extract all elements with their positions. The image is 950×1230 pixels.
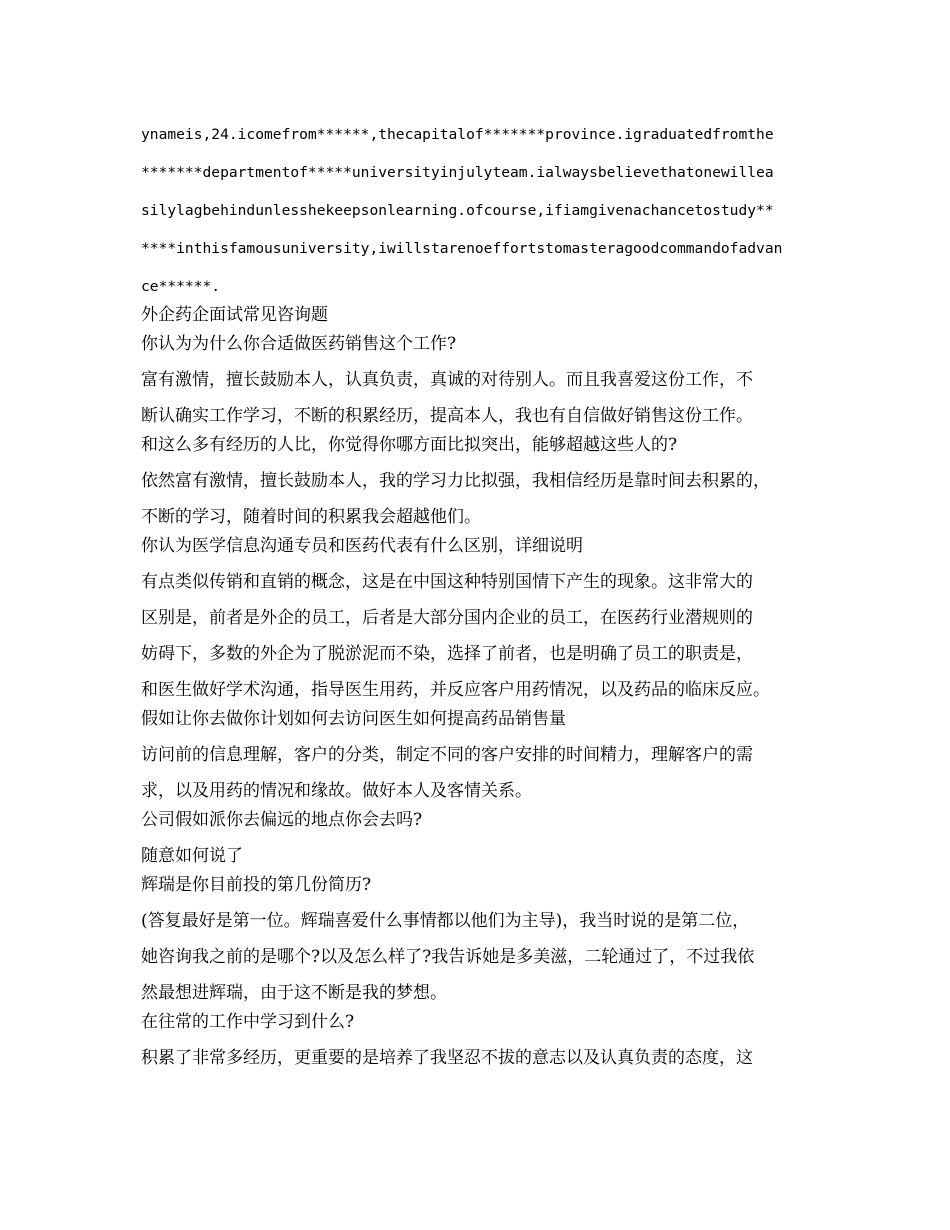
question-line: 假如让你去做你计划如何去访问医生如何提高药品销售量: [141, 709, 566, 729]
question-line: 和这么多有经历的人比，你觉得你哪方面比拟突出，能够超越这些人的?: [141, 435, 678, 455]
answer-line: 随意如何说了: [141, 846, 243, 866]
answer-line: 求，以及用药的情况和缘故。做好本人及客情关系。: [141, 781, 532, 801]
intro-line: ynameis,24.icomefrom******,thecapitalof*******province.igraduatedfromthe: [141, 126, 774, 143]
question-line: 你认为医学信息沟通专员和医药代表有什么区别，详细说明: [141, 536, 583, 556]
intro-line: silylagbehindunlesshekeepsonlearning.ofcourse,ifiamgivenachancetostudy**: [141, 202, 774, 219]
answer-line: 她咨询我之前的是哪个?以及怎么样了?我告诉她是多美滋，二轮通过了，不过我依: [141, 947, 755, 967]
question-line: 在往常的工作中学习到什么?: [141, 1012, 355, 1032]
answer-line: 访问前的信息理解，客户的分类，制定不同的客户安排的时间精力，理解客户的需: [141, 745, 753, 765]
answer-line: 有点类似传销和直销的概念，这是在中国这种特别国情下产生的现象。这非常大的: [141, 572, 753, 592]
answer-line: 妨碍下，多数的外企为了脱淤泥而不染，选择了前者，也是明确了员工的职责是，: [141, 644, 753, 664]
answer-line: 和医生做好学术沟通，指导医生用药，并反应客户用药情况，以及药品的临床反应。: [141, 680, 770, 700]
question-line: 公司假如派你去偏远的地点你会去吗?: [141, 810, 423, 830]
section-heading: 外企药企面试常见咨询题: [141, 305, 328, 325]
answer-line: 富有激情，擅长鼓励本人，认真负责，真诚的对待别人。而且我喜爱这份工作，不: [141, 370, 753, 390]
answer-line: 区别是，前者是外企的员工，后者是大部分国内企业的员工，在医药行业潜规则的: [141, 608, 753, 628]
answer-line: 依然富有激情，擅长鼓励本人，我的学习力比拟强，我相信经历是靠时间去积累的，: [141, 471, 770, 491]
document-body: [141, 116, 817, 1071]
answer-line: 然最想进辉瑞，由于这不断是我的梦想。: [141, 983, 447, 1003]
intro-line: ****inthisfamousuniversity,iwillstarenoeffortstomasteragoodcommandofadvan: [141, 240, 783, 257]
answer-line: 断认确实工作学习，不断的积累经历，提高本人，我也有自信做好销售这份工作。: [141, 406, 753, 426]
answer-line: (答复最好是第一位。辉瑞喜爱什么事情都以他们为主导)，我当时说的是第二位，: [141, 911, 750, 931]
question-line: 辉瑞是你目前投的第几份简历?: [141, 875, 372, 895]
intro-line: *******departmentof*****universityinjulyteam.ialwaysbelievethatonewillea: [141, 164, 774, 181]
answer-line: 积累了非常多经历，更重要的是培养了我坚忍不拔的意志以及认真负责的态度，这: [141, 1048, 753, 1068]
answer-line: 不断的学习，随着时间的积累我会超越他们。: [141, 507, 481, 527]
intro-line: ce******.: [141, 278, 221, 295]
question-line: 你认为为什么你合适做医药销售这个工作?: [141, 334, 457, 354]
